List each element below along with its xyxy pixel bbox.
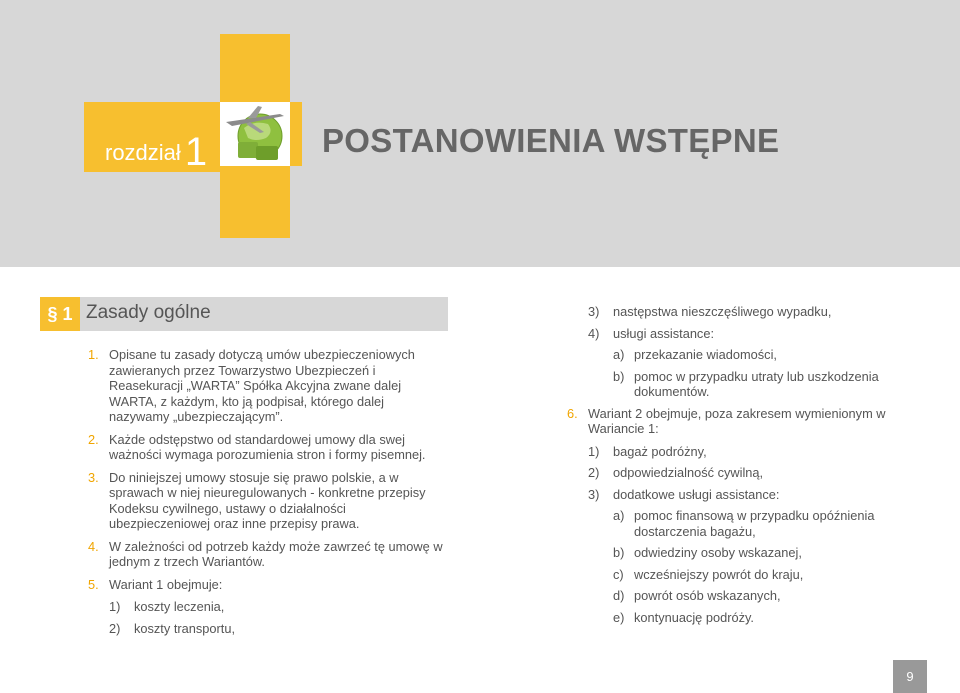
sub-sub-item-marker: c) [613,566,624,582]
sub-item-marker: 2) [109,620,121,636]
item-number: 3. [88,469,99,485]
sub-item [588,326,897,342]
sub-item-marker: 3) [588,486,600,502]
airplane-globe-luggage-icon [220,102,290,166]
sub-sub-item [613,508,897,539]
list-item [88,539,448,570]
sub-sub-item-text: powrót osób wskazanych, [634,588,781,603]
right-column [567,304,897,625]
chapter-label-text: rozdział [105,140,181,165]
sub-sub-item-text: kontynuację podróży. [634,609,754,625]
sub-sub-item [613,545,897,561]
sub-item-text: odpowiedzialność cywilną, [613,465,764,480]
sub-item-marker: 3) [588,304,600,319]
chapter-title: POSTANOWIENIA WSTĘPNE [322,122,780,159]
left-column [88,347,448,636]
sub-item-marker: 1) [109,599,121,614]
list-item [567,406,897,437]
sub-sub-item-text: pomoc finansową w przypadku opóźnienia dostarczenia bagażu, [634,508,875,539]
item-number: 1. [88,347,99,362]
sub-sub-item-marker: e) [613,609,625,625]
sub-item [588,487,897,503]
sub-item-text: następstwa nieszczęśliwego wypadku, [613,304,832,319]
item-number: 2. [88,431,99,447]
sub-sub-item-marker: a) [613,508,625,523]
sub-item [588,444,897,460]
section-title: Zasady ogólne [86,302,211,323]
sub-sub-item-marker: b) [613,368,625,384]
item-text: Wariant 2 obejmuje, poza zakresem wymienionym w Wariancie 1: [588,405,886,436]
item-number: 4. [88,538,99,554]
sub-sub-item-text: odwiedziny osoby wskazanej, [634,545,802,560]
item-number: 6. [567,405,578,421]
yellow-square-bottom [220,166,290,238]
item-text: Wariant 1 obejmuje: [109,576,223,592]
sub-sub-item [613,610,897,626]
sub-item [588,465,897,481]
sub-sub-item [613,347,897,363]
section-symbol: § 1 [40,297,80,331]
sub-sub-item [613,588,897,604]
list-item [88,432,448,463]
sub-sub-item-text: przekazanie wiadomości, [634,347,777,362]
sub-sub-item-marker: d) [613,588,625,603]
item-text: Opisane tu zasady dotyczą umów ubezpieczeniowych zawieranych przez Towarzystwo Ubezpieczeń i Reasekuracji „WARTA” Spółka Akcyjna zwane dalej WARTA, z każdym, kto ją podpisał, którego dalej nazywamy „ubezpieczającym”. [109,347,415,424]
sub-item-text: koszty transportu, [134,620,235,636]
sub-item-marker: 4) [588,325,600,341]
sub-item-text: bagaż podróżny, [613,443,707,459]
list-item [88,577,448,593]
item-text: Do niniejszej umowy stosuje się prawo polskie, a w sprawach w niej nieuregulowanych - konkretne przepisy Kodeksu cywilnego, ustawy o działalności ubezpieczeniowej oraz inne przepisy prawa. [109,469,426,531]
item-number: 5. [88,576,99,592]
sub-item [588,304,897,320]
sub-sub-item [613,369,897,400]
sub-item-text: dodatkowe usługi assistance: [613,486,780,502]
chapter-label [105,125,208,174]
sub-item [109,621,448,637]
sub-item [109,599,448,615]
item-text: W zależności od potrzeb każdy może zawrzeć tę umowę w jednym z trzech Wariantów. [109,538,443,569]
sub-item-text: usługi assistance: [613,325,715,341]
item-text: Każde odstępstwo od standardowej umowy dla swej ważności wymaga porozumienia stron i formy pisemnej. [109,431,426,462]
sub-sub-item-text: wcześniejszy powrót do kraju, [634,566,804,582]
yellow-square-right [290,102,302,166]
sub-sub-item [613,567,897,583]
page-number: 9 [893,660,927,693]
sub-sub-item-marker: b) [613,545,625,560]
sub-item-marker: 2) [588,465,600,480]
sub-sub-item-marker: a) [613,347,625,362]
sub-sub-item-text: pomoc w przypadku utraty lub uszkodzenia dokumentów. [634,368,879,399]
yellow-square-top [220,34,290,102]
sub-item-marker: 1) [588,443,600,459]
sub-item-text: koszty leczenia, [134,599,225,614]
list-item [88,347,448,425]
list-item [88,470,448,532]
chapter-number: 1 [184,130,208,174]
